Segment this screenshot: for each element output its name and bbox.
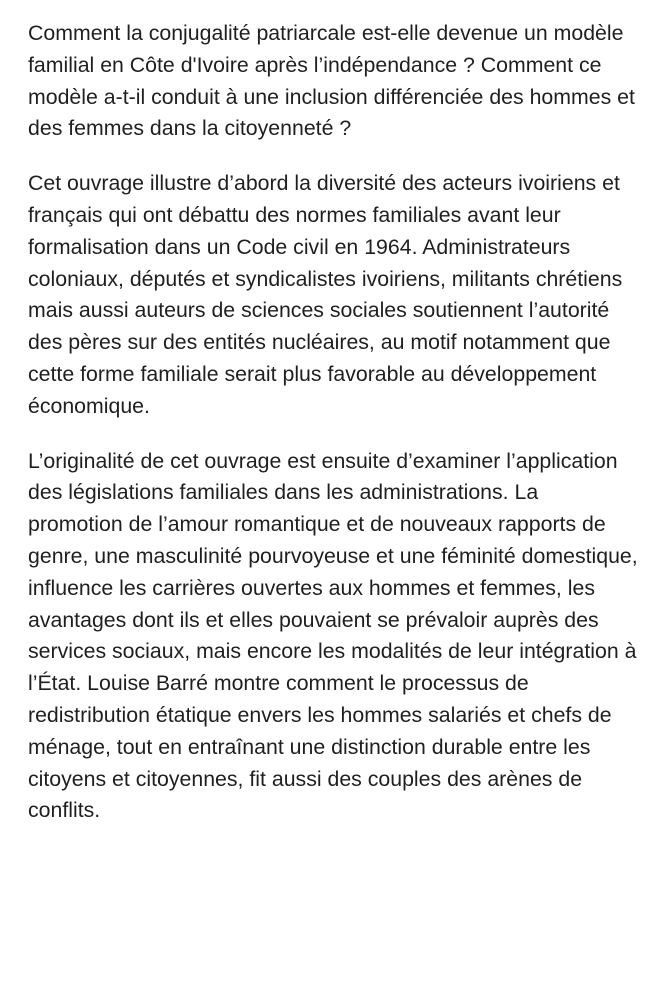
paragraph-originality: L’originalité de cet ouvrage est ensuite d’examiner l’application des législations familiales dans les administrations. La promotion de l’amour romantique et de nouveaux rapports de genre, une masculinité pourvoyeuse et une féminité domestique, influence les carrières ouvertes aux hommes et femmes, les avantages dont ils et elles pouvaient se prévaloir auprès des services sociaux, mais encore les modalités de leur intégration à l’État. Louise Barré montre comment le processus de redistribution étatique envers les hommes salariés et chefs de ménage, tout en entraînant une distinction durable entre les citoyens et citoyennes, fit aussi des couples des arènes de conflits. [28, 448, 638, 823]
paragraph-intro-questions: Comment la conjugalité patriarcale est-elle devenue un modèle familial en Côte d'Ivoire après l’indépendance ? Comment ce modèle a-t-il conduit à une inclusion différenciée des hommes et des femmes dans la citoyenneté ? [28, 21, 635, 141]
paragraph-actors: Cet ouvrage illustre d’abord la diversité des acteurs ivoiriens et français qui ont débattu des normes familiales avant leur formalisation dans un Code civil en 1964. Administrateurs coloniaux, députés et syndicalistes ivoiriens, militants chrétiens mais aussi auteurs de sciences sociales soutiennent l’autorité des pères sur des entités nucléaires, au motif notamment que cette forme familiale serait plus favorable au développement économique. [28, 171, 623, 418]
article-body [28, 18, 638, 827]
